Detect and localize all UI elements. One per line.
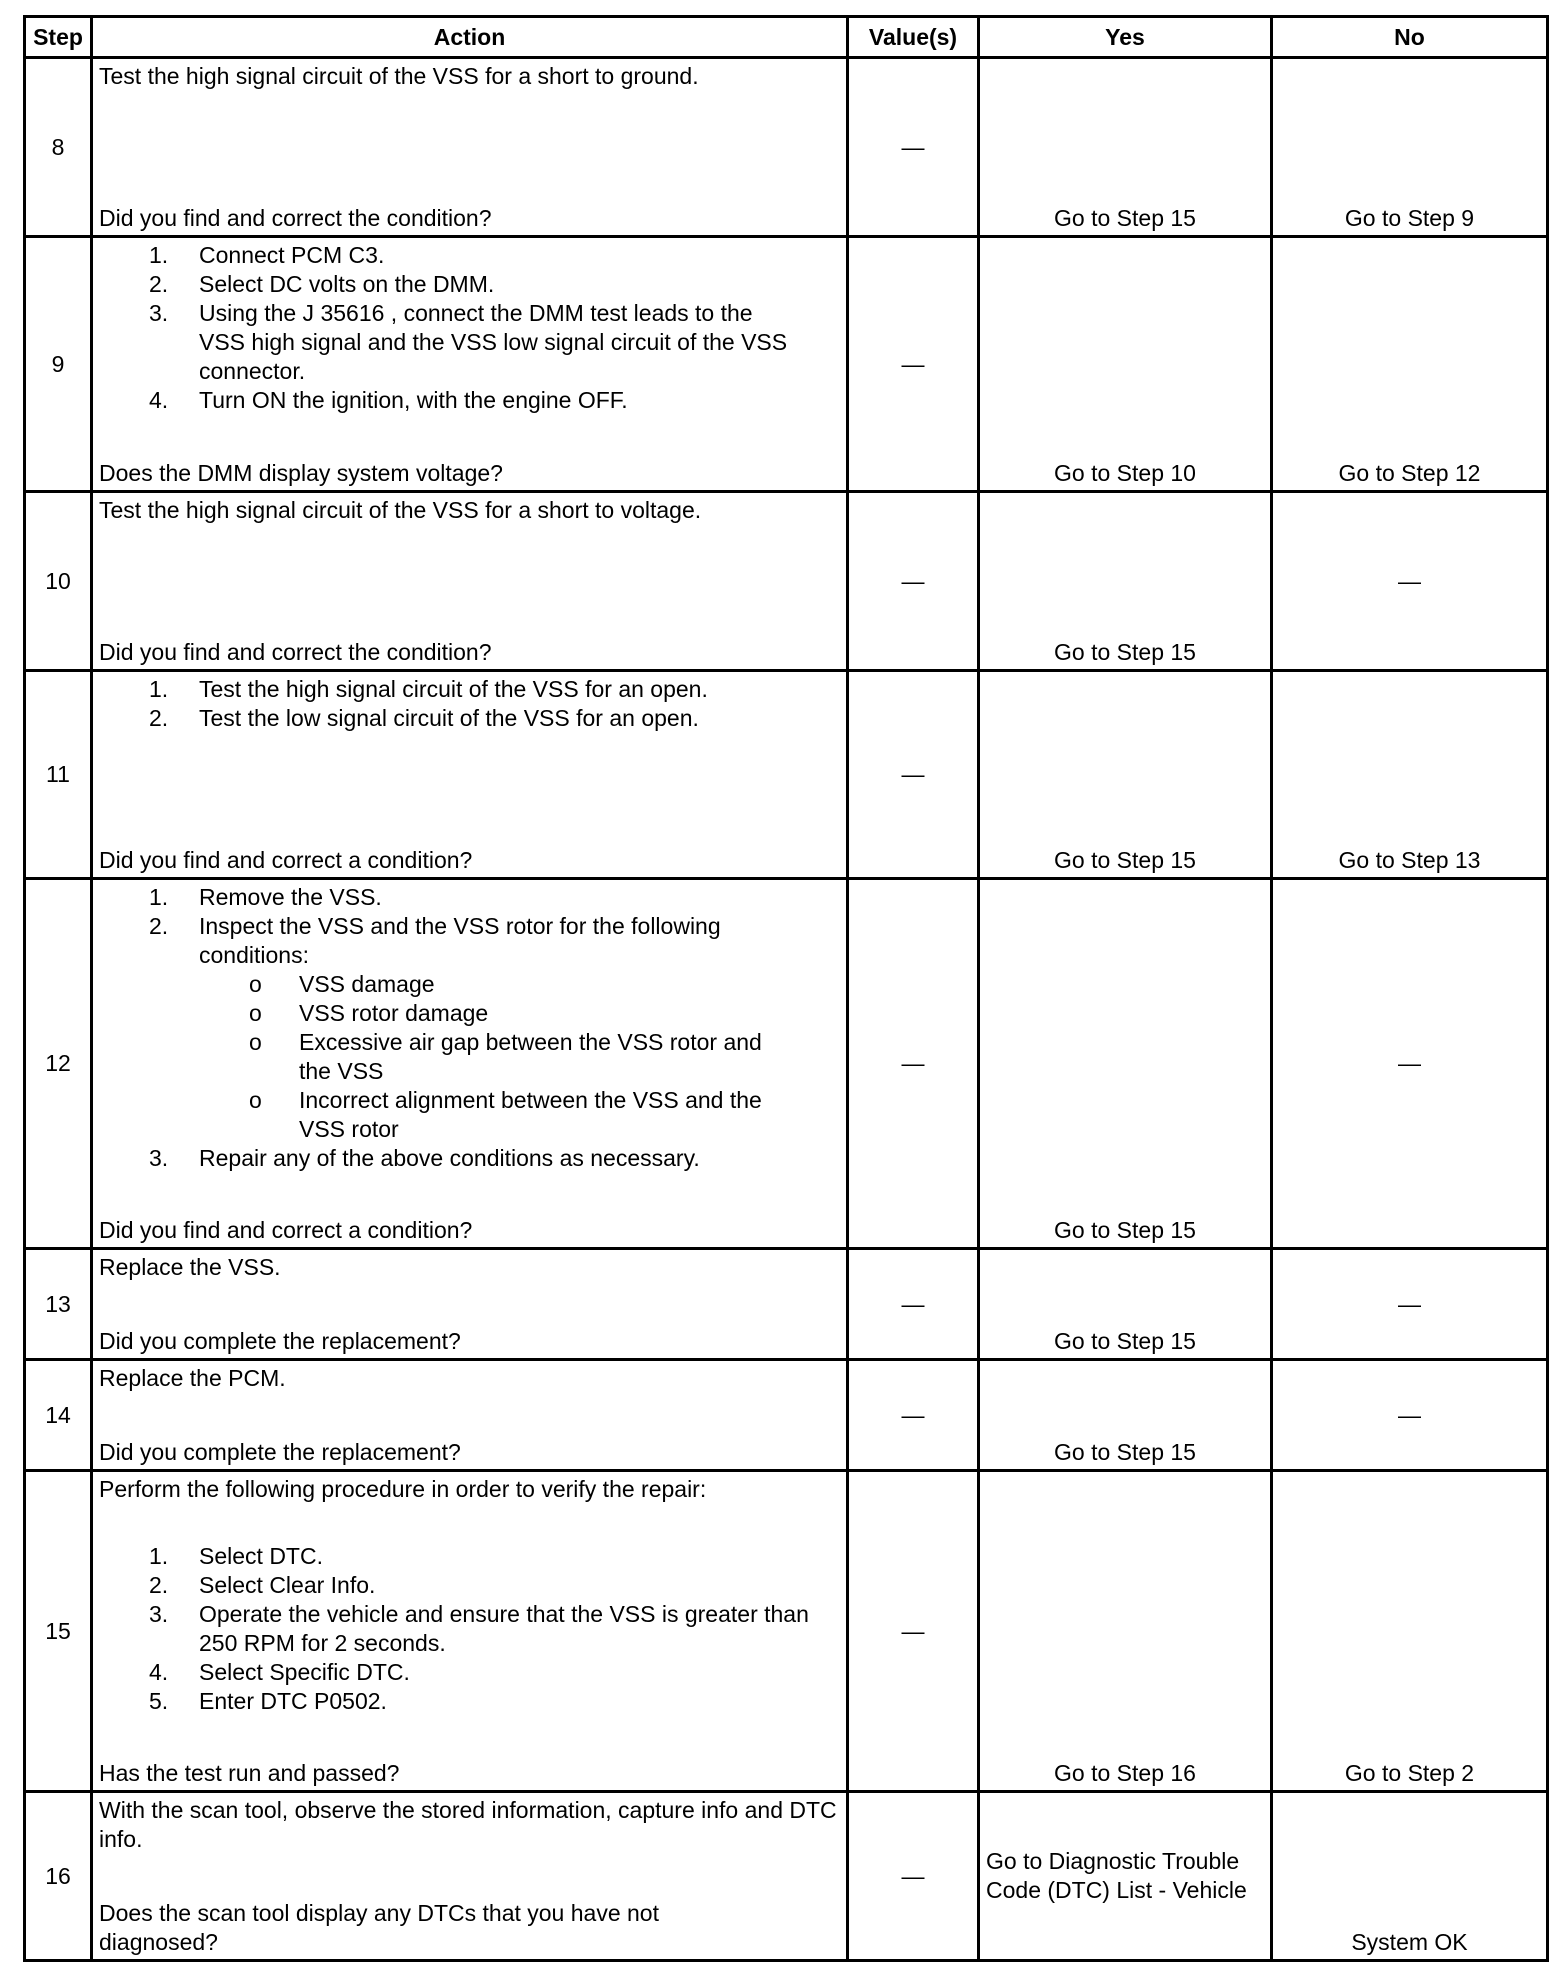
no-cell: Go to Step 12 — [1272, 237, 1548, 492]
values-cell: — — [848, 1360, 979, 1471]
step-number: 10 — [25, 492, 92, 671]
header-no: No — [1272, 17, 1548, 58]
question-text: Did you find and correct the condition? — [99, 205, 492, 231]
values-cell: — — [848, 58, 979, 237]
list-item: 1. Connect PCM C3. — [149, 242, 385, 268]
action-text: Test the high signal circuit of the VSS for a short to voltage. — [99, 497, 702, 523]
list-item: o VSS damage — [249, 971, 435, 997]
yes-cell: Go to Step 10 — [979, 237, 1272, 492]
yes-cell: Go to Step 15 — [979, 1249, 1272, 1360]
no-cell: — — [1272, 1360, 1548, 1471]
action-cell — [92, 1471, 848, 1792]
dtc-list-link: Go to Diagnostic Trouble Code (DTC) List - Vehicle — [986, 1848, 1247, 1903]
header-row — [25, 17, 1548, 58]
action-text: Replace the PCM. — [99, 1365, 286, 1391]
action-text: Test the high signal circuit of the VSS for a short to ground. — [99, 63, 699, 89]
header-action: Action — [92, 17, 848, 58]
yes-cell: Go to Step 15 — [979, 58, 1272, 237]
list-item: 3. Repair any of the above conditions as necessary. — [149, 1145, 700, 1171]
list-item: 4. Select Specific DTC. — [149, 1659, 410, 1685]
table-row — [25, 58, 1548, 237]
table-row — [25, 879, 1548, 1249]
procedure-list — [99, 883, 840, 1173]
no-cell: System OK — [1272, 1792, 1548, 1961]
action-cell — [92, 492, 848, 671]
condition-list — [199, 970, 800, 1144]
question-text: Did you find and correct a condition? — [99, 1217, 473, 1243]
list-item: 3. Using the J 35616 , connect the DMM test leads to the VSS high signal and the VSS low signal circuit of the VSS connector. — [149, 300, 788, 384]
yes-cell: Go to Step 16 — [979, 1471, 1272, 1792]
list-item: 4. Turn ON the ignition, with the engine OFF. — [149, 387, 628, 413]
header-yes: Yes — [979, 17, 1272, 58]
question-text: Has the test run and passed? — [99, 1760, 400, 1786]
list-item: o Excessive air gap between the VSS rotor and the VSS — [249, 1029, 762, 1084]
step-number: 8 — [25, 58, 92, 237]
action-text: Perform the following procedure in order to verify the repair: — [99, 1476, 707, 1502]
question-text: Did you complete the replacement? — [99, 1328, 461, 1354]
no-cell: Go to Step 2 — [1272, 1471, 1548, 1792]
table-row — [25, 492, 1548, 671]
values-cell: — — [848, 1249, 979, 1360]
list-item: 1. Remove the VSS. — [149, 884, 382, 910]
question-text: Does the scan tool display any DTCs that you have not diagnosed? — [99, 1900, 659, 1955]
action-cell — [92, 237, 848, 492]
header-values: Value(s) — [848, 17, 979, 58]
values-cell: — — [848, 237, 979, 492]
step-number: 14 — [25, 1360, 92, 1471]
action-text: With the scan tool, observe the stored information, capture info and DTC info. — [99, 1797, 837, 1852]
step-number: 11 — [25, 671, 92, 879]
values-cell: — — [848, 1471, 979, 1792]
table-row — [25, 1471, 1548, 1792]
values-cell: — — [848, 492, 979, 671]
values-cell: — — [848, 879, 979, 1249]
action-text: Replace the VSS. — [99, 1254, 281, 1280]
action-cell — [92, 1249, 848, 1360]
step-number: 13 — [25, 1249, 92, 1360]
list-item: 2. Test the low signal circuit of the VSS for an open. — [149, 705, 699, 731]
list-item: o VSS rotor damage — [249, 1000, 489, 1026]
action-cell — [92, 1360, 848, 1471]
question-text: Did you find and correct the condition? — [99, 639, 492, 665]
no-cell: Go to Step 13 — [1272, 671, 1548, 879]
table-row — [25, 1249, 1548, 1360]
values-cell: — — [848, 671, 979, 879]
yes-cell: Go to Step 15 — [979, 1360, 1272, 1471]
list-item: 2. Inspect the VSS and the VSS rotor for the following conditions: o VSS damage o VSS rotor damage o Excessive air gap between the VSS rotor and the VSS o Incorrect alignment between the VSS and the VSS rotor — [99, 912, 840, 1144]
table-row — [25, 1792, 1548, 1961]
no-cell: Go to Step 9 — [1272, 58, 1548, 237]
action-cell — [92, 879, 848, 1249]
action-cell — [92, 671, 848, 879]
list-item: 5. Enter DTC P0502. — [149, 1688, 387, 1714]
step-number: 12 — [25, 879, 92, 1249]
no-cell: — — [1272, 1249, 1548, 1360]
yes-cell: Go to Step 15 — [979, 671, 1272, 879]
question-text: Did you complete the replacement? — [99, 1439, 461, 1465]
list-item: 1. Test the high signal circuit of the VSS for an open. — [149, 676, 708, 702]
values-cell: — — [848, 1792, 979, 1961]
table-row — [25, 671, 1548, 879]
table-row — [25, 237, 1548, 492]
step-number: 15 — [25, 1471, 92, 1792]
action-cell — [92, 1792, 848, 1961]
procedure-list — [99, 241, 840, 415]
list-item: 2. Select Clear Info. — [149, 1572, 376, 1598]
list-item: 2. Select DC volts on the DMM. — [149, 271, 495, 297]
question-text: Did you find and correct a condition? — [99, 847, 473, 873]
list-item: 3. Operate the vehicle and ensure that the VSS is greater than 250 RPM for 2 seconds. — [149, 1601, 809, 1656]
procedure-list — [99, 675, 840, 733]
header-step: Step — [25, 17, 92, 58]
procedure-list — [99, 1542, 840, 1716]
list-item: 1. Select DTC. — [149, 1543, 323, 1569]
question-text: Does the DMM display system voltage? — [99, 460, 503, 486]
yes-cell — [979, 1792, 1272, 1961]
step-number: 9 — [25, 237, 92, 492]
table-row — [25, 1360, 1548, 1471]
no-cell: — — [1272, 492, 1548, 671]
yes-cell: Go to Step 15 — [979, 492, 1272, 671]
list-item: o Incorrect alignment between the VSS and the VSS rotor — [249, 1087, 762, 1142]
no-cell: — — [1272, 879, 1548, 1249]
diagnostic-table — [23, 15, 1549, 1962]
action-cell — [92, 58, 848, 237]
step-number: 16 — [25, 1792, 92, 1961]
yes-cell: Go to Step 15 — [979, 879, 1272, 1249]
